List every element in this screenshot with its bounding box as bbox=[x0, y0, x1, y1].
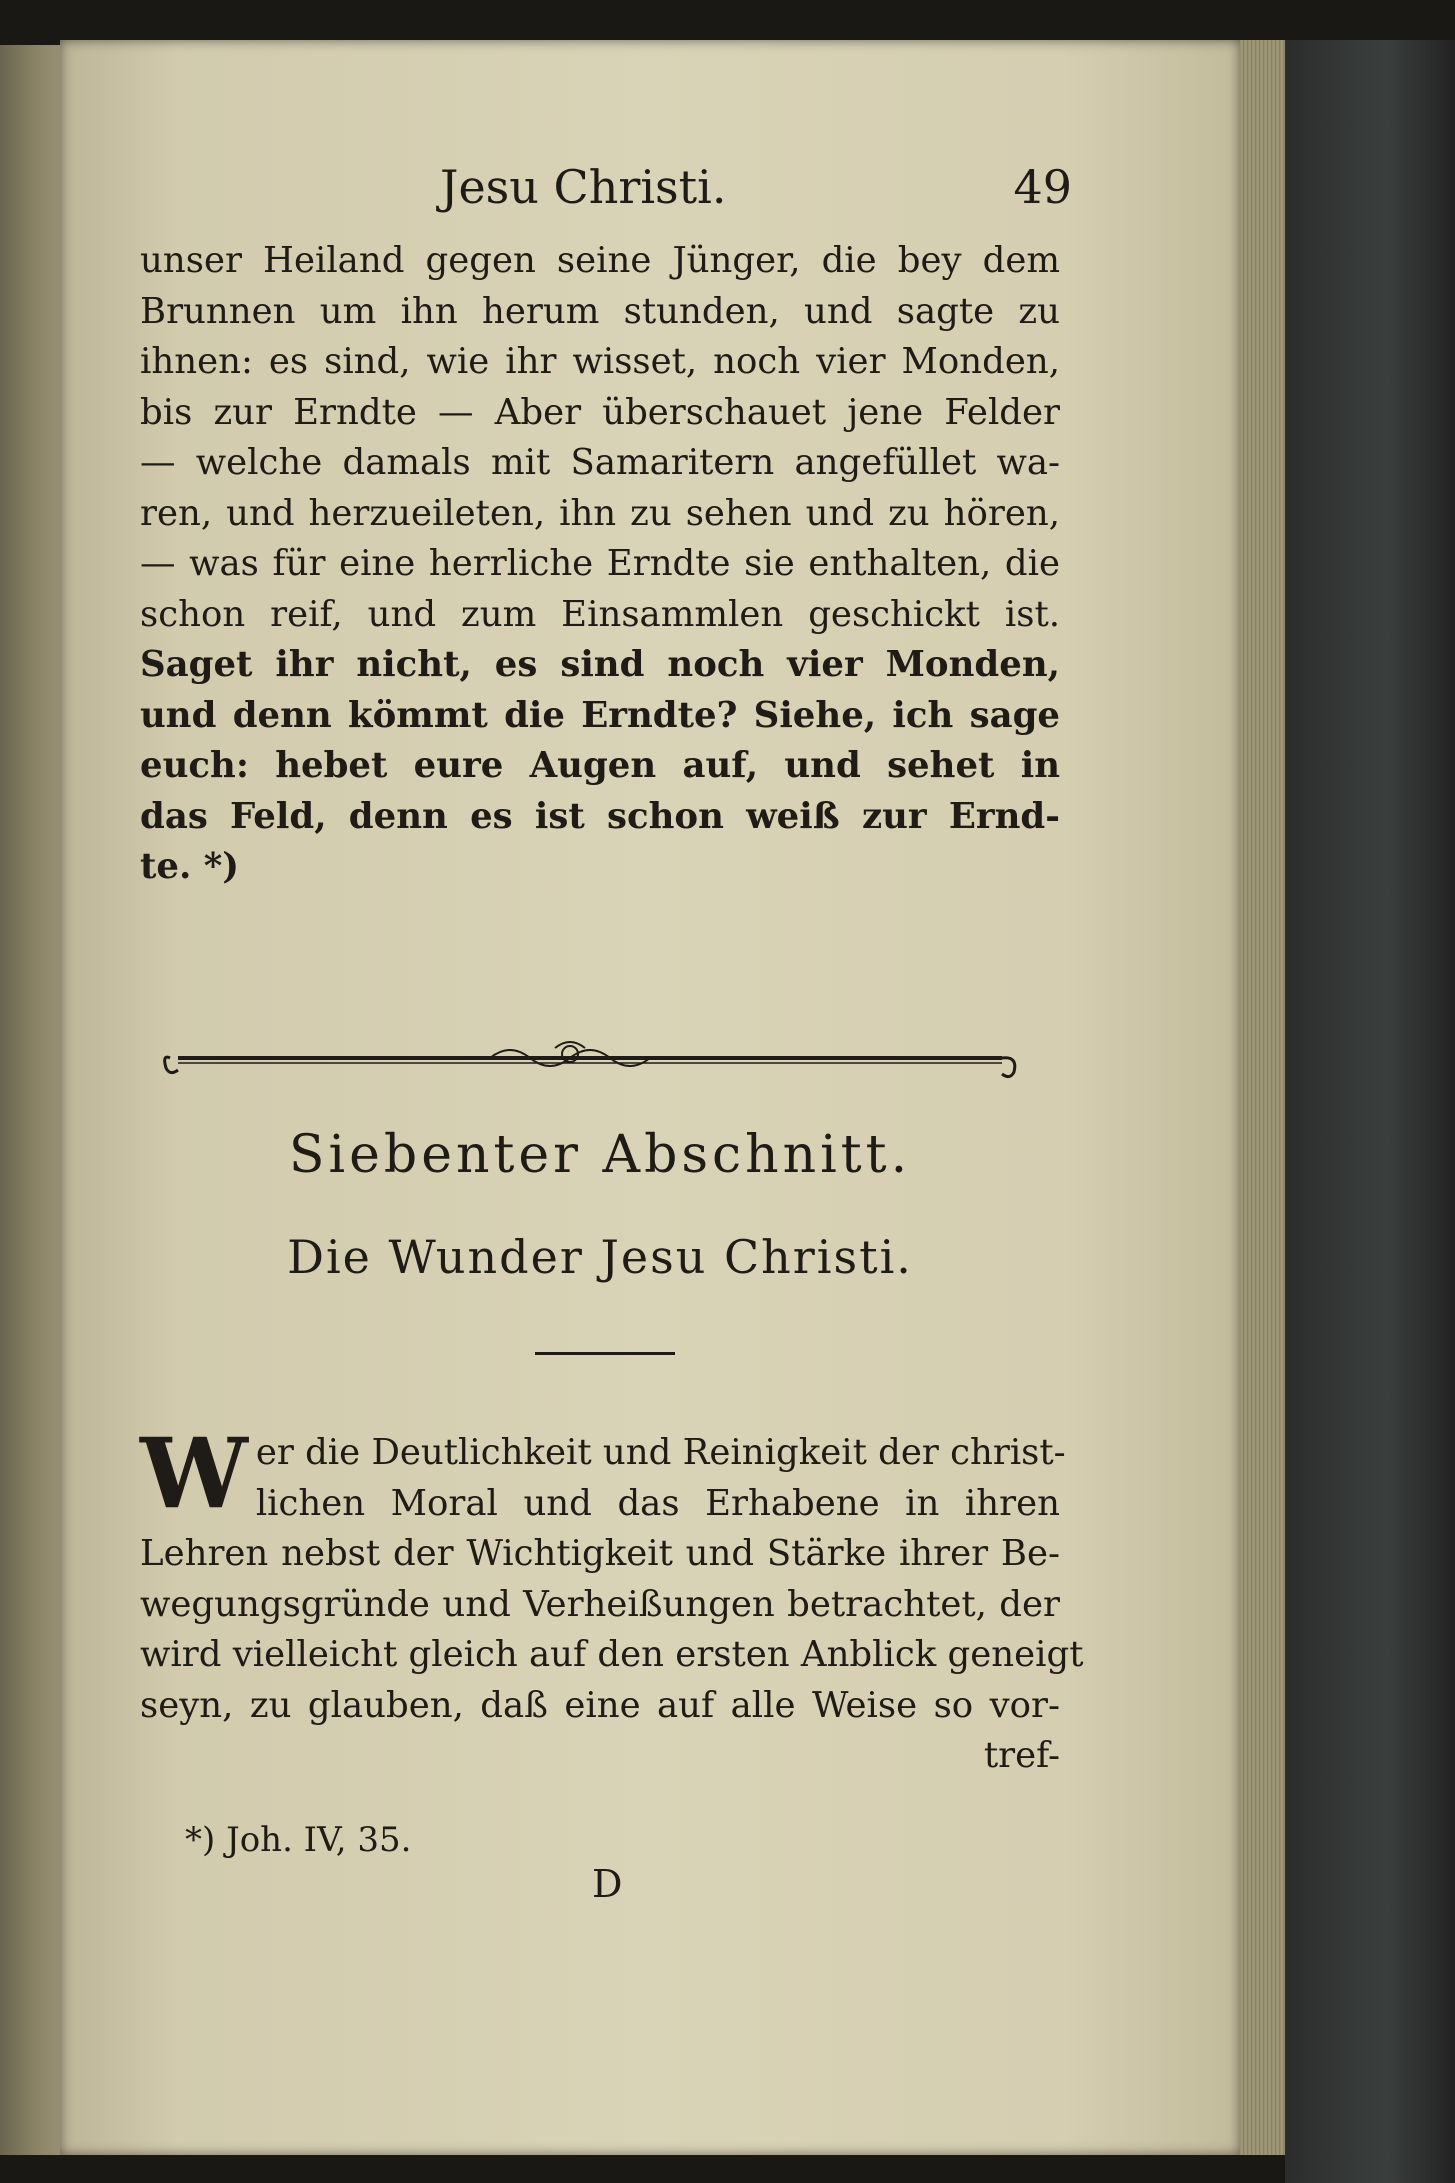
section-body bbox=[140, 1417, 1084, 1782]
text-line: — welche damals mit Samaritern angefüllet wa- bbox=[140, 442, 1060, 483]
text-line: ihnen: es sind, wie ihr wisset, noch vier Monden, bbox=[140, 341, 1060, 382]
text-line: wird vielleicht gleich auf den ersten Anblick geneigt bbox=[140, 1634, 1084, 1675]
text-line: er die Deutlichkeit und Reinigkeit der christ- bbox=[255, 1432, 1066, 1473]
paragraph-continued bbox=[140, 236, 1060, 893]
catchword: tref- bbox=[983, 1735, 1060, 1776]
drop-cap: W bbox=[140, 1417, 248, 1530]
text-line: das Feld, denn es ist schon weiß zur Ernd- bbox=[140, 795, 1060, 837]
book-cover bbox=[1285, 40, 1455, 2183]
signature-mark: D bbox=[592, 1862, 623, 1906]
text-line: te. *) bbox=[140, 846, 240, 887]
page-content bbox=[140, 160, 1072, 893]
text-line: Saget ihr nicht, es sind noch vier Monden, bbox=[140, 644, 1060, 685]
section-subtitle: Die Wunder Jesu Christi. bbox=[287, 1230, 913, 1284]
text-line: bis zur Erndte — Aber überschauet jene Felder bbox=[140, 391, 1060, 433]
section-rule bbox=[535, 1352, 675, 1355]
text-line: Brunnen um ihn herum stunden, und sagte zu bbox=[140, 290, 1060, 332]
section-title: Siebenter Abschnitt. bbox=[288, 1125, 912, 1185]
text-line: lichen Moral und das Erhabene in ihren bbox=[255, 1482, 1060, 1524]
text-line: schon reif, und zum Einsammlen geschickt ist. bbox=[140, 593, 1060, 635]
text-line: ren, und herzueileten, ihn zu sehen und zu hören, bbox=[140, 492, 1060, 534]
text-line: wegungsgründe und Verheißungen betrachtet, der bbox=[140, 1583, 1060, 1625]
text-line: unser Heiland gegen seine Jünger, die bey dem bbox=[140, 240, 1060, 281]
running-title: Jesu Christi. bbox=[440, 160, 727, 214]
page-number: 49 bbox=[1013, 160, 1072, 214]
page-stack-edge bbox=[1240, 40, 1285, 2155]
text-line: euch: hebet eure Augen auf, und sehet in bbox=[140, 745, 1060, 786]
text-line: und denn kömmt die Erndte? Siehe, ich sage bbox=[140, 694, 1060, 736]
text-line: — was für eine herrliche Erndte sie enthalten, die bbox=[140, 543, 1060, 584]
text-line: seyn, zu glauben, daß eine auf alle Weise so vor- bbox=[140, 1684, 1060, 1726]
ornamental-divider bbox=[160, 1028, 1020, 1088]
text-line: Lehren nebst der Wichtigkeit und Stärke ihrer Be- bbox=[140, 1533, 1060, 1574]
paragraph-opening bbox=[140, 1417, 1084, 1782]
running-head bbox=[140, 160, 1072, 230]
footnote: *) Joh. IV, 35. bbox=[185, 1820, 412, 1860]
